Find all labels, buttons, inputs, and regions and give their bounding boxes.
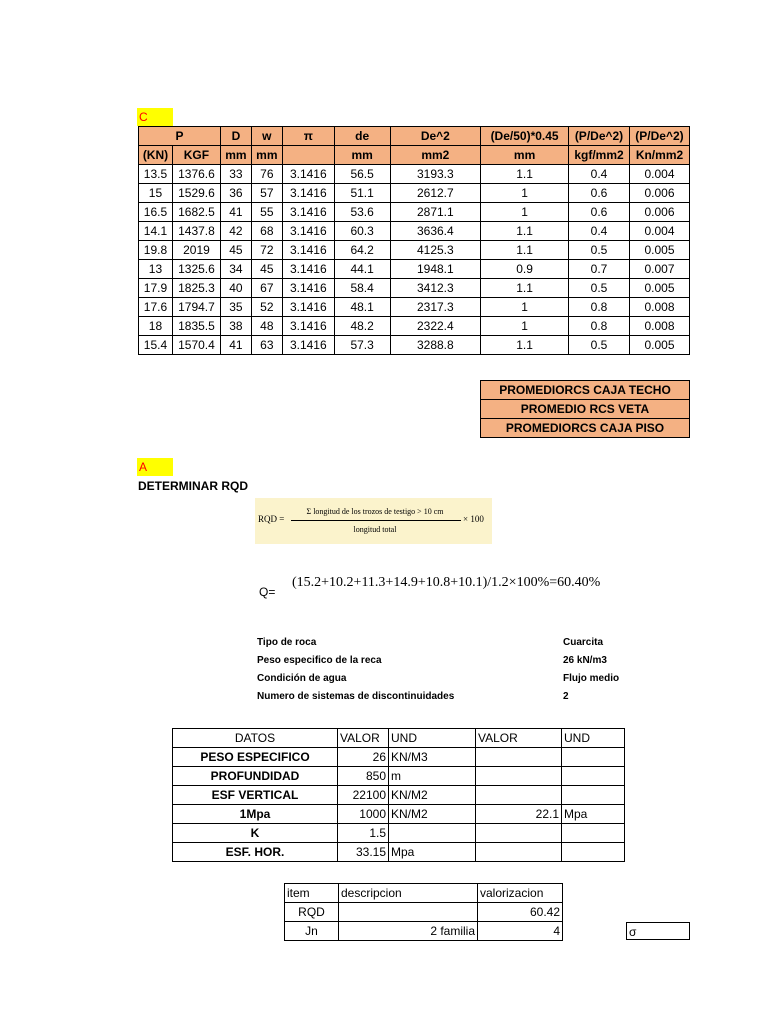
table1-cell: 0.6 xyxy=(569,203,630,222)
datos-cell: ESF. HOR. xyxy=(173,843,338,862)
table1-cell: 0.005 xyxy=(629,241,689,260)
table1-cell: 3.1416 xyxy=(282,260,334,279)
table1-cell: 1376.6 xyxy=(172,165,220,184)
promedios-box xyxy=(480,380,690,438)
table1-cell: 0.005 xyxy=(629,279,689,298)
table1-cell: 0.4 xyxy=(569,222,630,241)
rock-prop-label: Condición de agua xyxy=(257,673,347,684)
table1-body xyxy=(139,165,690,355)
table1-header-cell: (P/De^2) xyxy=(629,127,689,146)
table1-header-cell: (P/De^2) xyxy=(569,127,630,146)
table1-unit-cell: (KN) xyxy=(139,146,173,165)
datos-cell: 22.1 xyxy=(476,805,562,824)
table1-cell: 1.1 xyxy=(481,336,569,355)
table1-cell: 40 xyxy=(220,279,251,298)
datos-row xyxy=(173,767,625,786)
table1-cell: 1825.3 xyxy=(172,279,220,298)
table1-cell: 0.004 xyxy=(629,165,689,184)
valorizacion-cell xyxy=(339,903,478,922)
table1-cell: 1948.1 xyxy=(390,260,481,279)
table1-cell: 1437.8 xyxy=(172,222,220,241)
datos-cell: 1000 xyxy=(338,805,389,824)
table1-cell: 53.6 xyxy=(334,203,390,222)
table1-cell: 0.7 xyxy=(569,260,630,279)
valorizacion-header-cell: descripcion xyxy=(339,884,478,903)
valorizacion-row xyxy=(285,922,563,941)
datos-cell: 1Mpa xyxy=(173,805,338,824)
rock-prop-row xyxy=(257,670,627,688)
datos-cell xyxy=(562,767,625,786)
table1-cell: 2871.1 xyxy=(390,203,481,222)
table1-cell: 0.8 xyxy=(569,298,630,317)
datos-cell: ESF VERTICAL xyxy=(173,786,338,805)
table1-cell: 1682.5 xyxy=(172,203,220,222)
table1-row xyxy=(139,317,690,336)
table1-cell: 38 xyxy=(220,317,251,336)
datos-cell: 850 xyxy=(338,767,389,786)
table1-cell: 72 xyxy=(251,241,282,260)
table1-cell: 0.008 xyxy=(629,298,689,317)
table1-header-cell: w xyxy=(251,127,282,146)
table1-cell: 2019 xyxy=(172,241,220,260)
table1-cell: 63 xyxy=(251,336,282,355)
table1-cell: 45 xyxy=(251,260,282,279)
rqd-formula-tail: × 100 xyxy=(463,514,484,524)
datos-cell: 22100 xyxy=(338,786,389,805)
table1-cell: 0.006 xyxy=(629,203,689,222)
table1-unit-cell: mm2 xyxy=(390,146,481,165)
datos-header-cell: UND xyxy=(562,729,625,748)
table1-cell: 68 xyxy=(251,222,282,241)
table1-cell: 14.1 xyxy=(139,222,173,241)
promedio-rcs-veta: PROMEDIO RCS VETA xyxy=(481,400,690,419)
table1-cell: 76 xyxy=(251,165,282,184)
table1-cell: 48.1 xyxy=(334,298,390,317)
datos-row xyxy=(173,824,625,843)
rock-prop-label: Tipo de roca xyxy=(257,637,317,648)
table1-cell: 1.1 xyxy=(481,222,569,241)
datos-header-cell: UND xyxy=(389,729,476,748)
table1-unit-cell: KGF xyxy=(172,146,220,165)
q-formula: (15.2+10.2+11.3+14.9+10.8+10.1)/1.2×100%=60.40% xyxy=(292,575,601,590)
table1-cell: 36 xyxy=(220,184,251,203)
table1-cell: 0.004 xyxy=(629,222,689,241)
table1-unit-cell xyxy=(282,146,334,165)
table1-header-cell: π xyxy=(282,127,334,146)
table1-cell: 0.005 xyxy=(629,336,689,355)
datos-cell: PROFUNDIDAD xyxy=(173,767,338,786)
table1-cell: 2317.3 xyxy=(390,298,481,317)
table1-cell: 48.2 xyxy=(334,317,390,336)
table1-cell: 0.5 xyxy=(569,336,630,355)
datos-cell xyxy=(562,843,625,862)
table1-cell: 42 xyxy=(220,222,251,241)
table1-cell: 45 xyxy=(220,241,251,260)
table1-cell: 3.1416 xyxy=(282,184,334,203)
datos-cell: Mpa xyxy=(389,843,476,862)
table1-cell: 58.4 xyxy=(334,279,390,298)
table1-row xyxy=(139,203,690,222)
datos-cell: 33.15 xyxy=(338,843,389,862)
table1-unit-cell: mm xyxy=(334,146,390,165)
table1-cell: 3288.8 xyxy=(390,336,481,355)
table1-header-cell: D xyxy=(220,127,251,146)
table1-cell: 3636.4 xyxy=(390,222,481,241)
valorizacion-cell: RQD xyxy=(285,903,339,922)
table1-cell: 1529.6 xyxy=(172,184,220,203)
compression-test-table xyxy=(138,126,690,355)
rqd-formula-denominator: longitud total xyxy=(353,525,397,534)
table1-cell: 64.2 xyxy=(334,241,390,260)
rock-prop-row xyxy=(257,652,627,670)
rqd-formula-image xyxy=(255,498,492,544)
rock-prop-value: 2 xyxy=(563,691,569,702)
q-label: Q= xyxy=(259,585,276,599)
table1-cell: 1570.4 xyxy=(172,336,220,355)
table1-row xyxy=(139,279,690,298)
table1-cell: 0.6 xyxy=(569,184,630,203)
table1-cell: 3.1416 xyxy=(282,165,334,184)
table1-row xyxy=(139,184,690,203)
table1-cell: 3.1416 xyxy=(282,241,334,260)
table1-cell: 0.007 xyxy=(629,260,689,279)
table1-cell: 4125.3 xyxy=(390,241,481,260)
table1-cell: 17.9 xyxy=(139,279,173,298)
table1-cell: 1.1 xyxy=(481,241,569,260)
rock-prop-value: Cuarcita xyxy=(563,637,604,648)
datos-cell: 26 xyxy=(338,748,389,767)
table1-cell: 0.9 xyxy=(481,260,569,279)
rqd-formula-lhs: RQD = xyxy=(258,514,285,524)
table1-unit-cell: mm xyxy=(481,146,569,165)
valorizacion-cell: 2 familia xyxy=(339,922,478,941)
datos-cell xyxy=(476,824,562,843)
sigma-cell: σ xyxy=(626,922,690,940)
table1-header-cell: P xyxy=(139,127,221,146)
table1-cell: 16.5 xyxy=(139,203,173,222)
table1-cell: 55 xyxy=(251,203,282,222)
table1-cell: 33 xyxy=(220,165,251,184)
rock-prop-label: Numero de sistemas de discontinuidades xyxy=(257,691,455,702)
datos-header-cell: DATOS xyxy=(173,729,338,748)
table1-cell: 57.3 xyxy=(334,336,390,355)
table1-cell: 3.1416 xyxy=(282,222,334,241)
table1-cell: 41 xyxy=(220,336,251,355)
table1-cell: 1835.5 xyxy=(172,317,220,336)
table1-cell: 1 xyxy=(481,298,569,317)
datos-header-cell: VALOR xyxy=(476,729,562,748)
datos-cell xyxy=(476,786,562,805)
datos-cell: KN/M3 xyxy=(389,748,476,767)
table1-cell: 15.4 xyxy=(139,336,173,355)
datos-table xyxy=(172,728,625,862)
table1-row xyxy=(139,260,690,279)
valorizacion-cell: 4 xyxy=(478,922,563,941)
table1-cell: 3.1416 xyxy=(282,336,334,355)
rock-prop-value: Flujo medio xyxy=(563,673,620,684)
table1-cell: 35 xyxy=(220,298,251,317)
table1-cell: 0.8 xyxy=(569,317,630,336)
datos-cell xyxy=(476,843,562,862)
datos-cell xyxy=(476,748,562,767)
valorizacion-header-cell: item xyxy=(285,884,339,903)
table1-cell: 3.1416 xyxy=(282,203,334,222)
datos-row xyxy=(173,805,625,824)
table1-cell: 41 xyxy=(220,203,251,222)
table1-cell: 1 xyxy=(481,184,569,203)
rqd-formula-fraction-bar xyxy=(291,520,461,521)
table1-row xyxy=(139,241,690,260)
rock-prop-row xyxy=(257,688,627,706)
table1-header-row-1 xyxy=(139,127,690,146)
table1-cell: 34 xyxy=(220,260,251,279)
datos-cell: KN/M2 xyxy=(389,786,476,805)
valorizacion-header-row xyxy=(285,884,563,903)
table1-cell: 0.5 xyxy=(569,279,630,298)
datos-cell: Mpa xyxy=(562,805,625,824)
table1-cell: 1.1 xyxy=(481,165,569,184)
section-c-label: C xyxy=(137,108,173,126)
table1-header-cell: De^2 xyxy=(390,127,481,146)
table1-cell: 2612.7 xyxy=(390,184,481,203)
datos-row xyxy=(173,748,625,767)
rock-prop-label: Peso especifico de la reca xyxy=(257,655,382,666)
table1-cell: 60.3 xyxy=(334,222,390,241)
datos-cell: PESO ESPECIFICO xyxy=(173,748,338,767)
table1-cell: 13.5 xyxy=(139,165,173,184)
table1-cell: 1 xyxy=(481,317,569,336)
valorizacion-cell: 60.42 xyxy=(478,903,563,922)
table1-cell: 17.6 xyxy=(139,298,173,317)
valorizacion-row xyxy=(285,903,563,922)
datos-header-row xyxy=(173,729,625,748)
table1-cell: 15 xyxy=(139,184,173,203)
table1-cell: 0.4 xyxy=(569,165,630,184)
table1-cell: 18 xyxy=(139,317,173,336)
table1-cell: 1 xyxy=(481,203,569,222)
table1-cell: 3.1416 xyxy=(282,279,334,298)
table1-cell: 19.8 xyxy=(139,241,173,260)
table1-unit-cell: kgf/mm2 xyxy=(569,146,630,165)
table1-cell: 2322.4 xyxy=(390,317,481,336)
table1-header-cell: de xyxy=(334,127,390,146)
table1-cell: 13 xyxy=(139,260,173,279)
datos-cell: K xyxy=(173,824,338,843)
table1-cell: 3.1416 xyxy=(282,298,334,317)
datos-body xyxy=(173,748,625,862)
table1-row xyxy=(139,336,690,355)
table1-cell: 52 xyxy=(251,298,282,317)
table1-cell: 48 xyxy=(251,317,282,336)
table1-cell: 1.1 xyxy=(481,279,569,298)
datos-cell xyxy=(476,767,562,786)
valorizacion-header-cell: valorizacion xyxy=(478,884,563,903)
datos-cell: m xyxy=(389,767,476,786)
promedio-caja-techo: PROMEDIORCS CAJA TECHO xyxy=(481,381,690,400)
table1-cell: 3.1416 xyxy=(282,317,334,336)
datos-row xyxy=(173,786,625,805)
datos-cell xyxy=(562,824,625,843)
determinar-rqd-heading: DETERMINAR RQD xyxy=(138,479,248,493)
datos-header-cell: VALOR xyxy=(338,729,389,748)
table1-cell: 0.008 xyxy=(629,317,689,336)
table1-cell: 51.1 xyxy=(334,184,390,203)
table1-unit-cell: mm xyxy=(220,146,251,165)
table1-cell: 1794.7 xyxy=(172,298,220,317)
table1-cell: 3412.3 xyxy=(390,279,481,298)
table1-header-row-2 xyxy=(139,146,690,165)
rock-prop-value: 26 kN/m3 xyxy=(563,655,607,666)
datos-cell xyxy=(562,748,625,767)
datos-cell xyxy=(389,824,476,843)
table1-cell: 44.1 xyxy=(334,260,390,279)
datos-cell xyxy=(562,786,625,805)
table1-cell: 67 xyxy=(251,279,282,298)
table1-cell: 0.006 xyxy=(629,184,689,203)
table1-header-cell: (De/50)*0.45 xyxy=(481,127,569,146)
table1-row xyxy=(139,298,690,317)
datos-cell: 1.5 xyxy=(338,824,389,843)
rock-properties xyxy=(257,634,627,706)
table1-cell: 0.5 xyxy=(569,241,630,260)
table1-row xyxy=(139,165,690,184)
rqd-formula-numerator: Σ longitud de los trozos de testigo > 10 cm xyxy=(306,507,444,516)
promedio-caja-piso: PROMEDIORCS CAJA PISO xyxy=(481,419,690,438)
rock-prop-row xyxy=(257,634,627,652)
valorizacion-table xyxy=(284,883,563,941)
table1-cell: 1325.6 xyxy=(172,260,220,279)
table1-unit-cell: Kn/mm2 xyxy=(629,146,689,165)
section-a-label: A xyxy=(137,458,173,476)
datos-row xyxy=(173,843,625,862)
table1-row xyxy=(139,222,690,241)
table1-cell: 57 xyxy=(251,184,282,203)
valorizacion-cell: Jn xyxy=(285,922,339,941)
datos-cell: KN/M2 xyxy=(389,805,476,824)
table1-cell: 3193.3 xyxy=(390,165,481,184)
table1-cell: 56.5 xyxy=(334,165,390,184)
valorizacion-body xyxy=(285,903,563,941)
table1-unit-cell: mm xyxy=(251,146,282,165)
